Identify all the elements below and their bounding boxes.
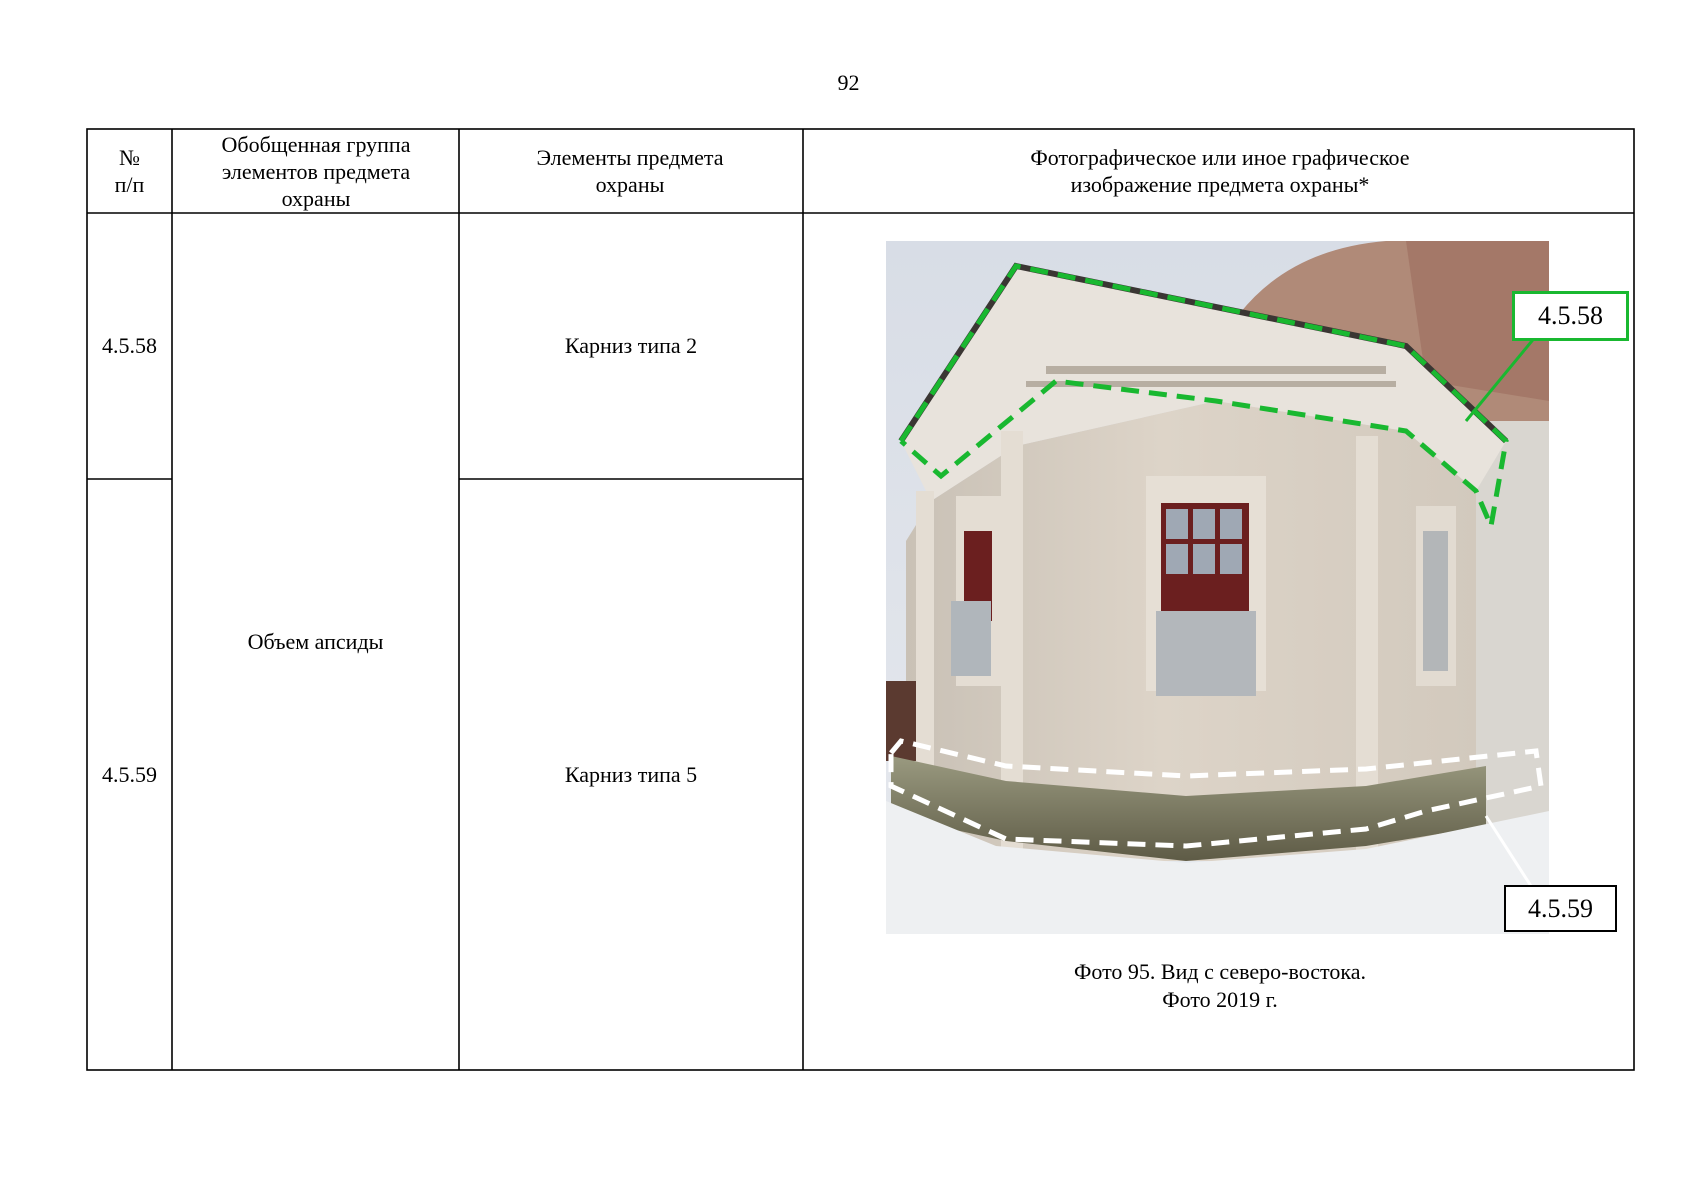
- header-image: [995, 129, 1445, 213]
- element-cell-2-text: Карниз типа 5: [564, 761, 698, 787]
- header-number: [87, 129, 172, 213]
- photo-caption-line1: Фото 95. Вид с северо-востока.: [1074, 959, 1366, 984]
- header-group: [190, 129, 442, 213]
- header-group-text: Обобщенная группа элементов предмета охраны: [221, 131, 411, 211]
- apse-photo-drawing: [886, 241, 1549, 934]
- callout-label-4-5-59: [1504, 885, 1617, 932]
- header-elements-text: Элементы предмета охраны: [536, 145, 724, 197]
- callout-label-4-5-58-text: 4.5.58: [1538, 301, 1603, 330]
- callout-label-4-5-58: [1512, 291, 1629, 341]
- row-number-2: [87, 479, 172, 1070]
- element-cell-1-text: Карниз типа 2: [564, 333, 698, 358]
- header-image-text: Фотографическое или иное графическое изображение предмета охраны*: [1030, 145, 1410, 197]
- page-number: 92: [837, 70, 860, 95]
- photo-caption-line2: Фото 2019 г.: [1162, 987, 1278, 1012]
- group-cell: [172, 213, 459, 1070]
- element-cell-1: [459, 213, 803, 479]
- element-cell-2: [459, 479, 803, 1070]
- photo-caption: [955, 958, 1485, 1014]
- header-number-text: № п/п: [114, 145, 145, 197]
- group-cell-text: Объем апсиды: [247, 628, 384, 654]
- callout-label-4-5-59-text: 4.5.59: [1528, 893, 1593, 923]
- row-number-2-text: 4.5.59: [102, 761, 157, 787]
- apse-photo: [886, 241, 1549, 934]
- header-elements: [530, 129, 730, 213]
- row-number-1: [87, 213, 172, 479]
- row-number-1-text: 4.5.58: [102, 333, 157, 358]
